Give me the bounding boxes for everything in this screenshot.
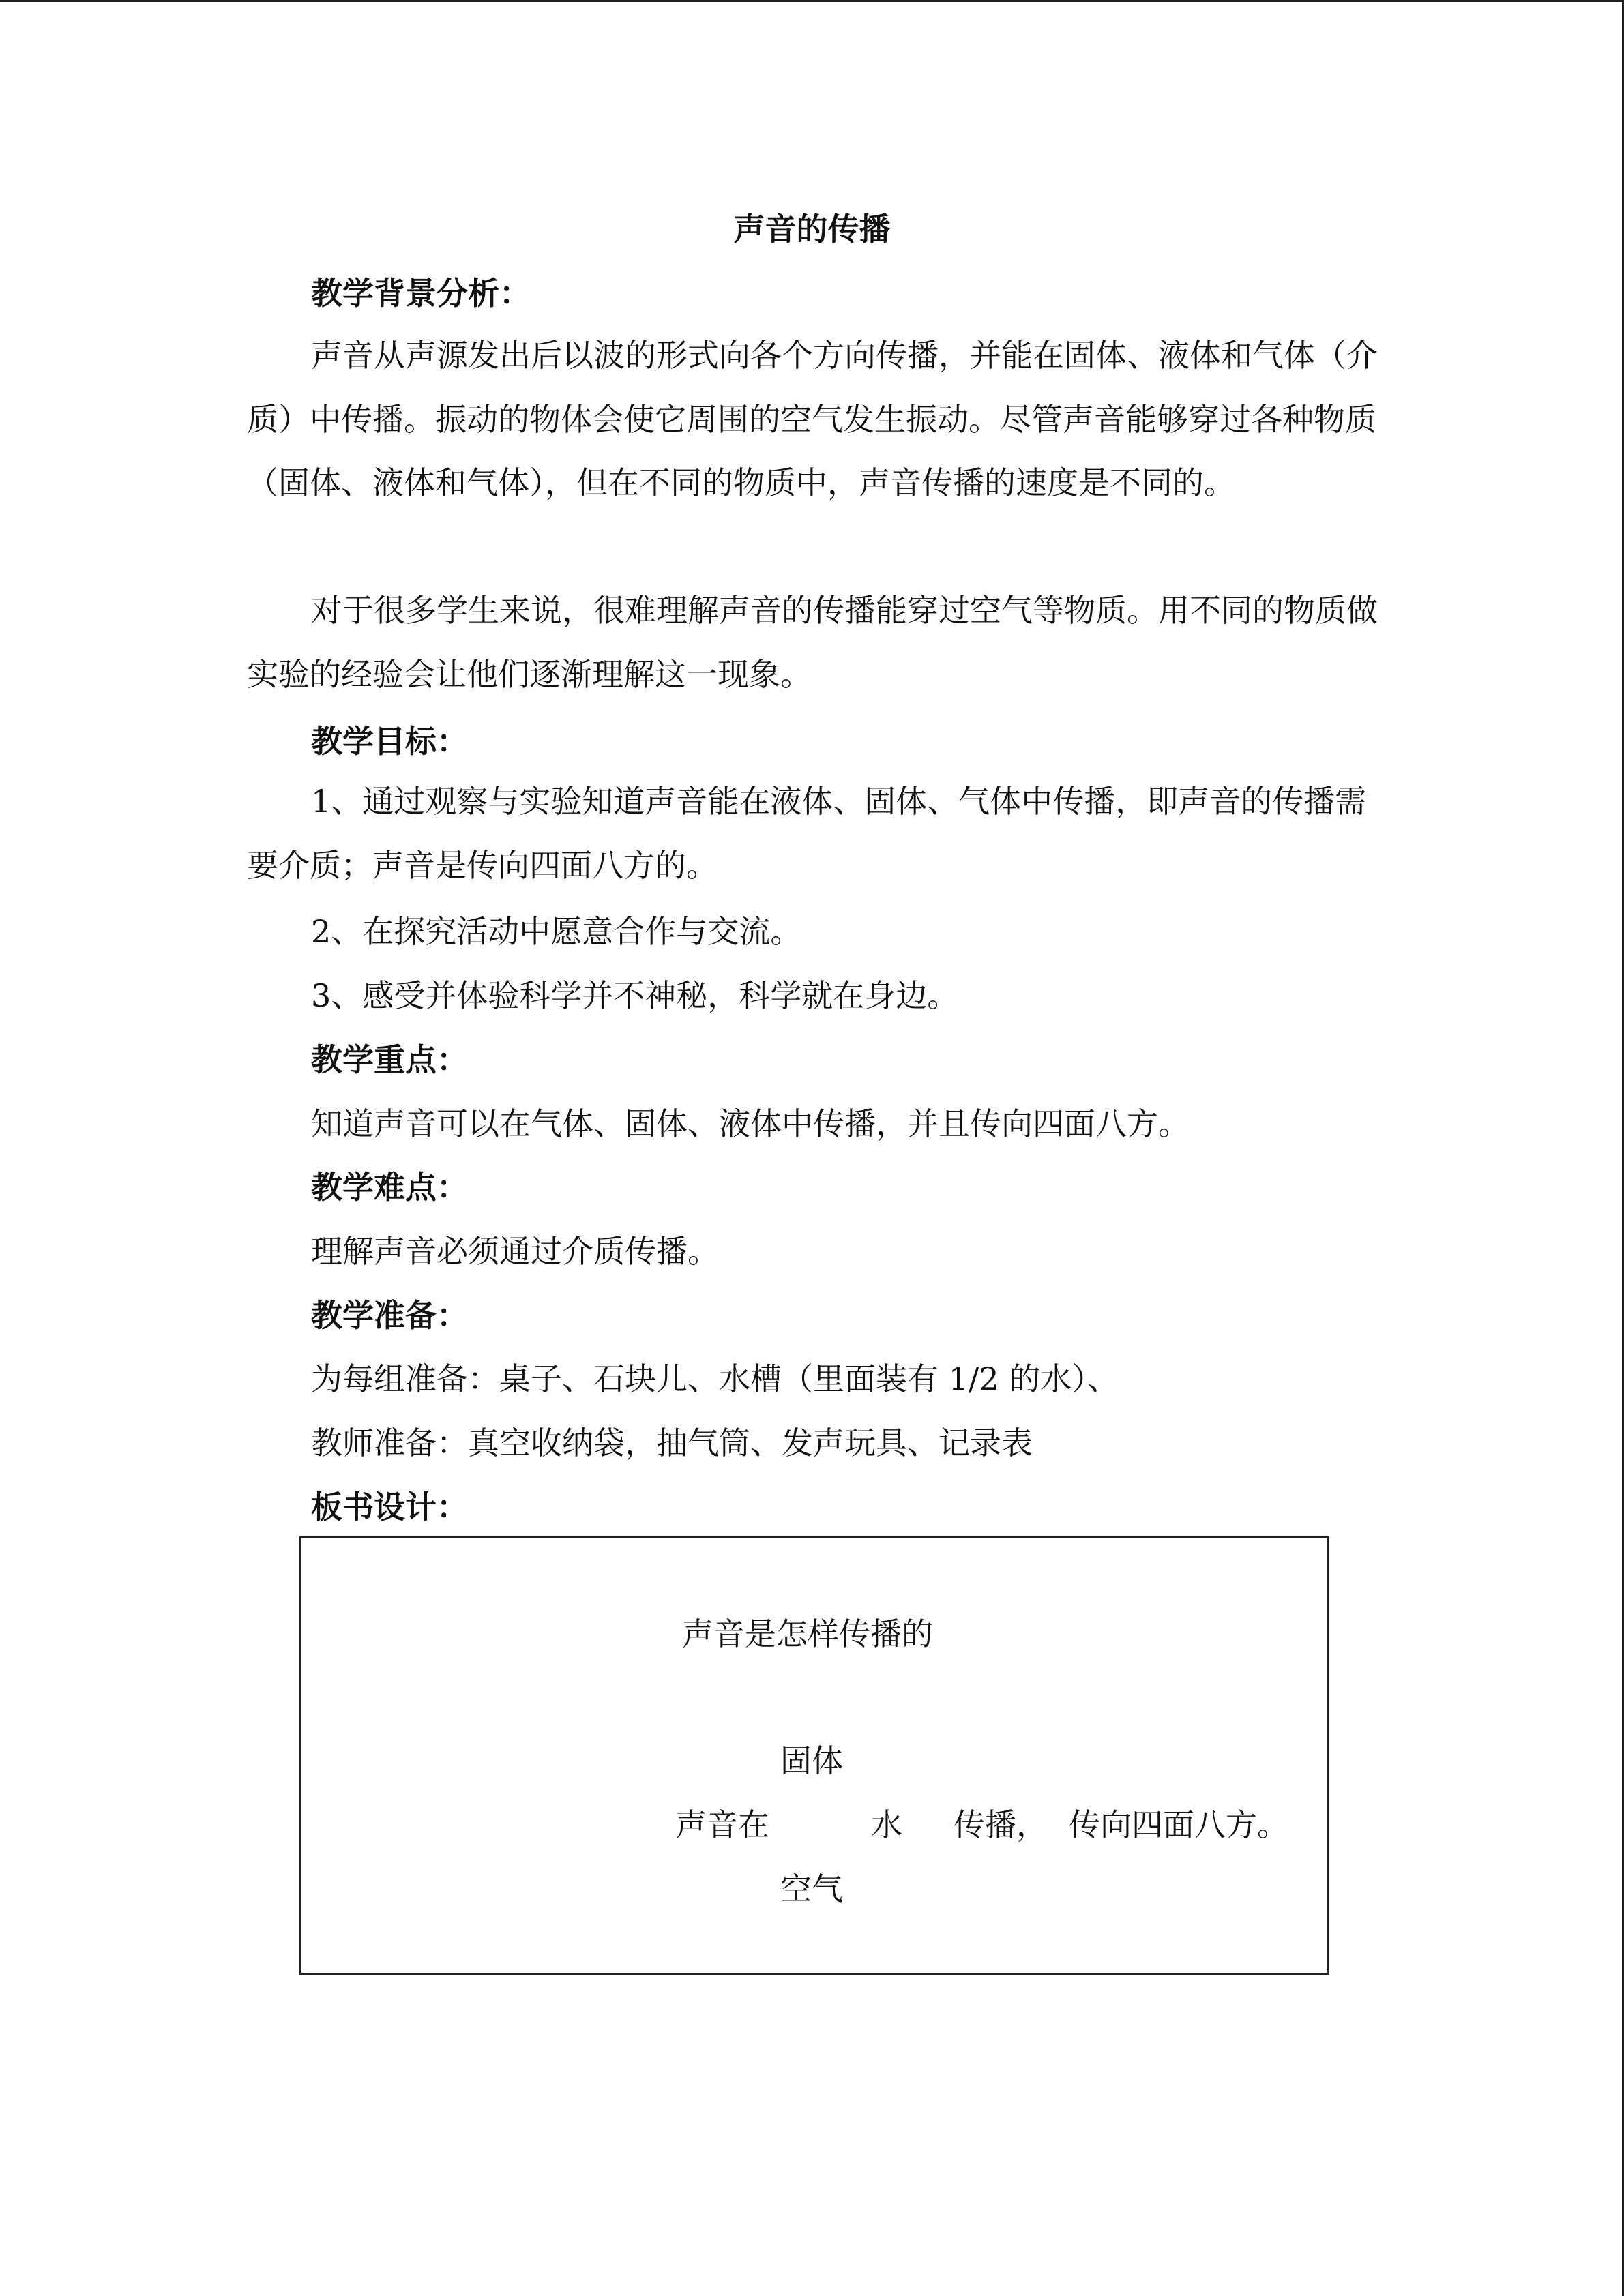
goal-item-2: 2、在探究活动中愿意合作与交流。	[311, 913, 802, 950]
heading-key-point: 教学重点：	[311, 1041, 468, 1078]
preparation-teacher: 教师准备：真空收纳袋，抽气筒、发声玩具、记录表	[311, 1425, 1033, 1461]
board-solid: 固体	[780, 1742, 843, 1779]
heading-background: 教学背景分析：	[311, 275, 531, 312]
goal-item-1: 1、通过观察与实验知道声音能在液体、固体、气体中传播，即声音的传播需要介质；声音是传向四面八方的。	[247, 783, 1367, 884]
document-title: 声音的传播	[733, 211, 891, 248]
heading-board-design: 板书设计：	[311, 1489, 468, 1525]
board-water: 水	[871, 1806, 902, 1843]
board-spread: 传播，	[954, 1806, 1048, 1843]
heading-preparation: 教学准备：	[311, 1297, 468, 1334]
board-title: 声音是怎样传播的	[682, 1615, 933, 1652]
board-air: 空气	[780, 1870, 843, 1907]
paragraph-background-1: 声音从声源发出后以波的形式向各个方向传播，并能在固体、液体和气体（介质）中传播。振动的物体会使它周围的空气发生振动。尽管声音能够穿过各种物质（固体、液体和气体），但在不同的物质中，声音传播的速度是不同的。	[247, 337, 1378, 501]
heading-goals: 教学目标：	[311, 723, 468, 760]
preparation-group: 为每组准备：桌子、石块儿、水槽（里面装有 1/2 的水）、	[311, 1360, 1119, 1397]
key-point-text: 知道声音可以在气体、固体、液体中传播，并且传向四面八方。	[311, 1105, 1190, 1142]
board-direction: 传向四面八方。	[1069, 1806, 1288, 1843]
goal-item-3: 3、感受并体验科学并不神秘，科学就在身边。	[311, 977, 959, 1014]
heading-difficulty: 教学难点：	[311, 1169, 468, 1206]
difficulty-text: 理解声音必须通过介质传播。	[311, 1233, 719, 1270]
board-prefix: 声音在	[675, 1806, 769, 1843]
paragraph-background-2: 对于很多学生来说，很难理解声音的传播能穿过空气等物质。用不同的物质做实验的经验会让他们逐渐理解这一现象。	[247, 592, 1378, 693]
